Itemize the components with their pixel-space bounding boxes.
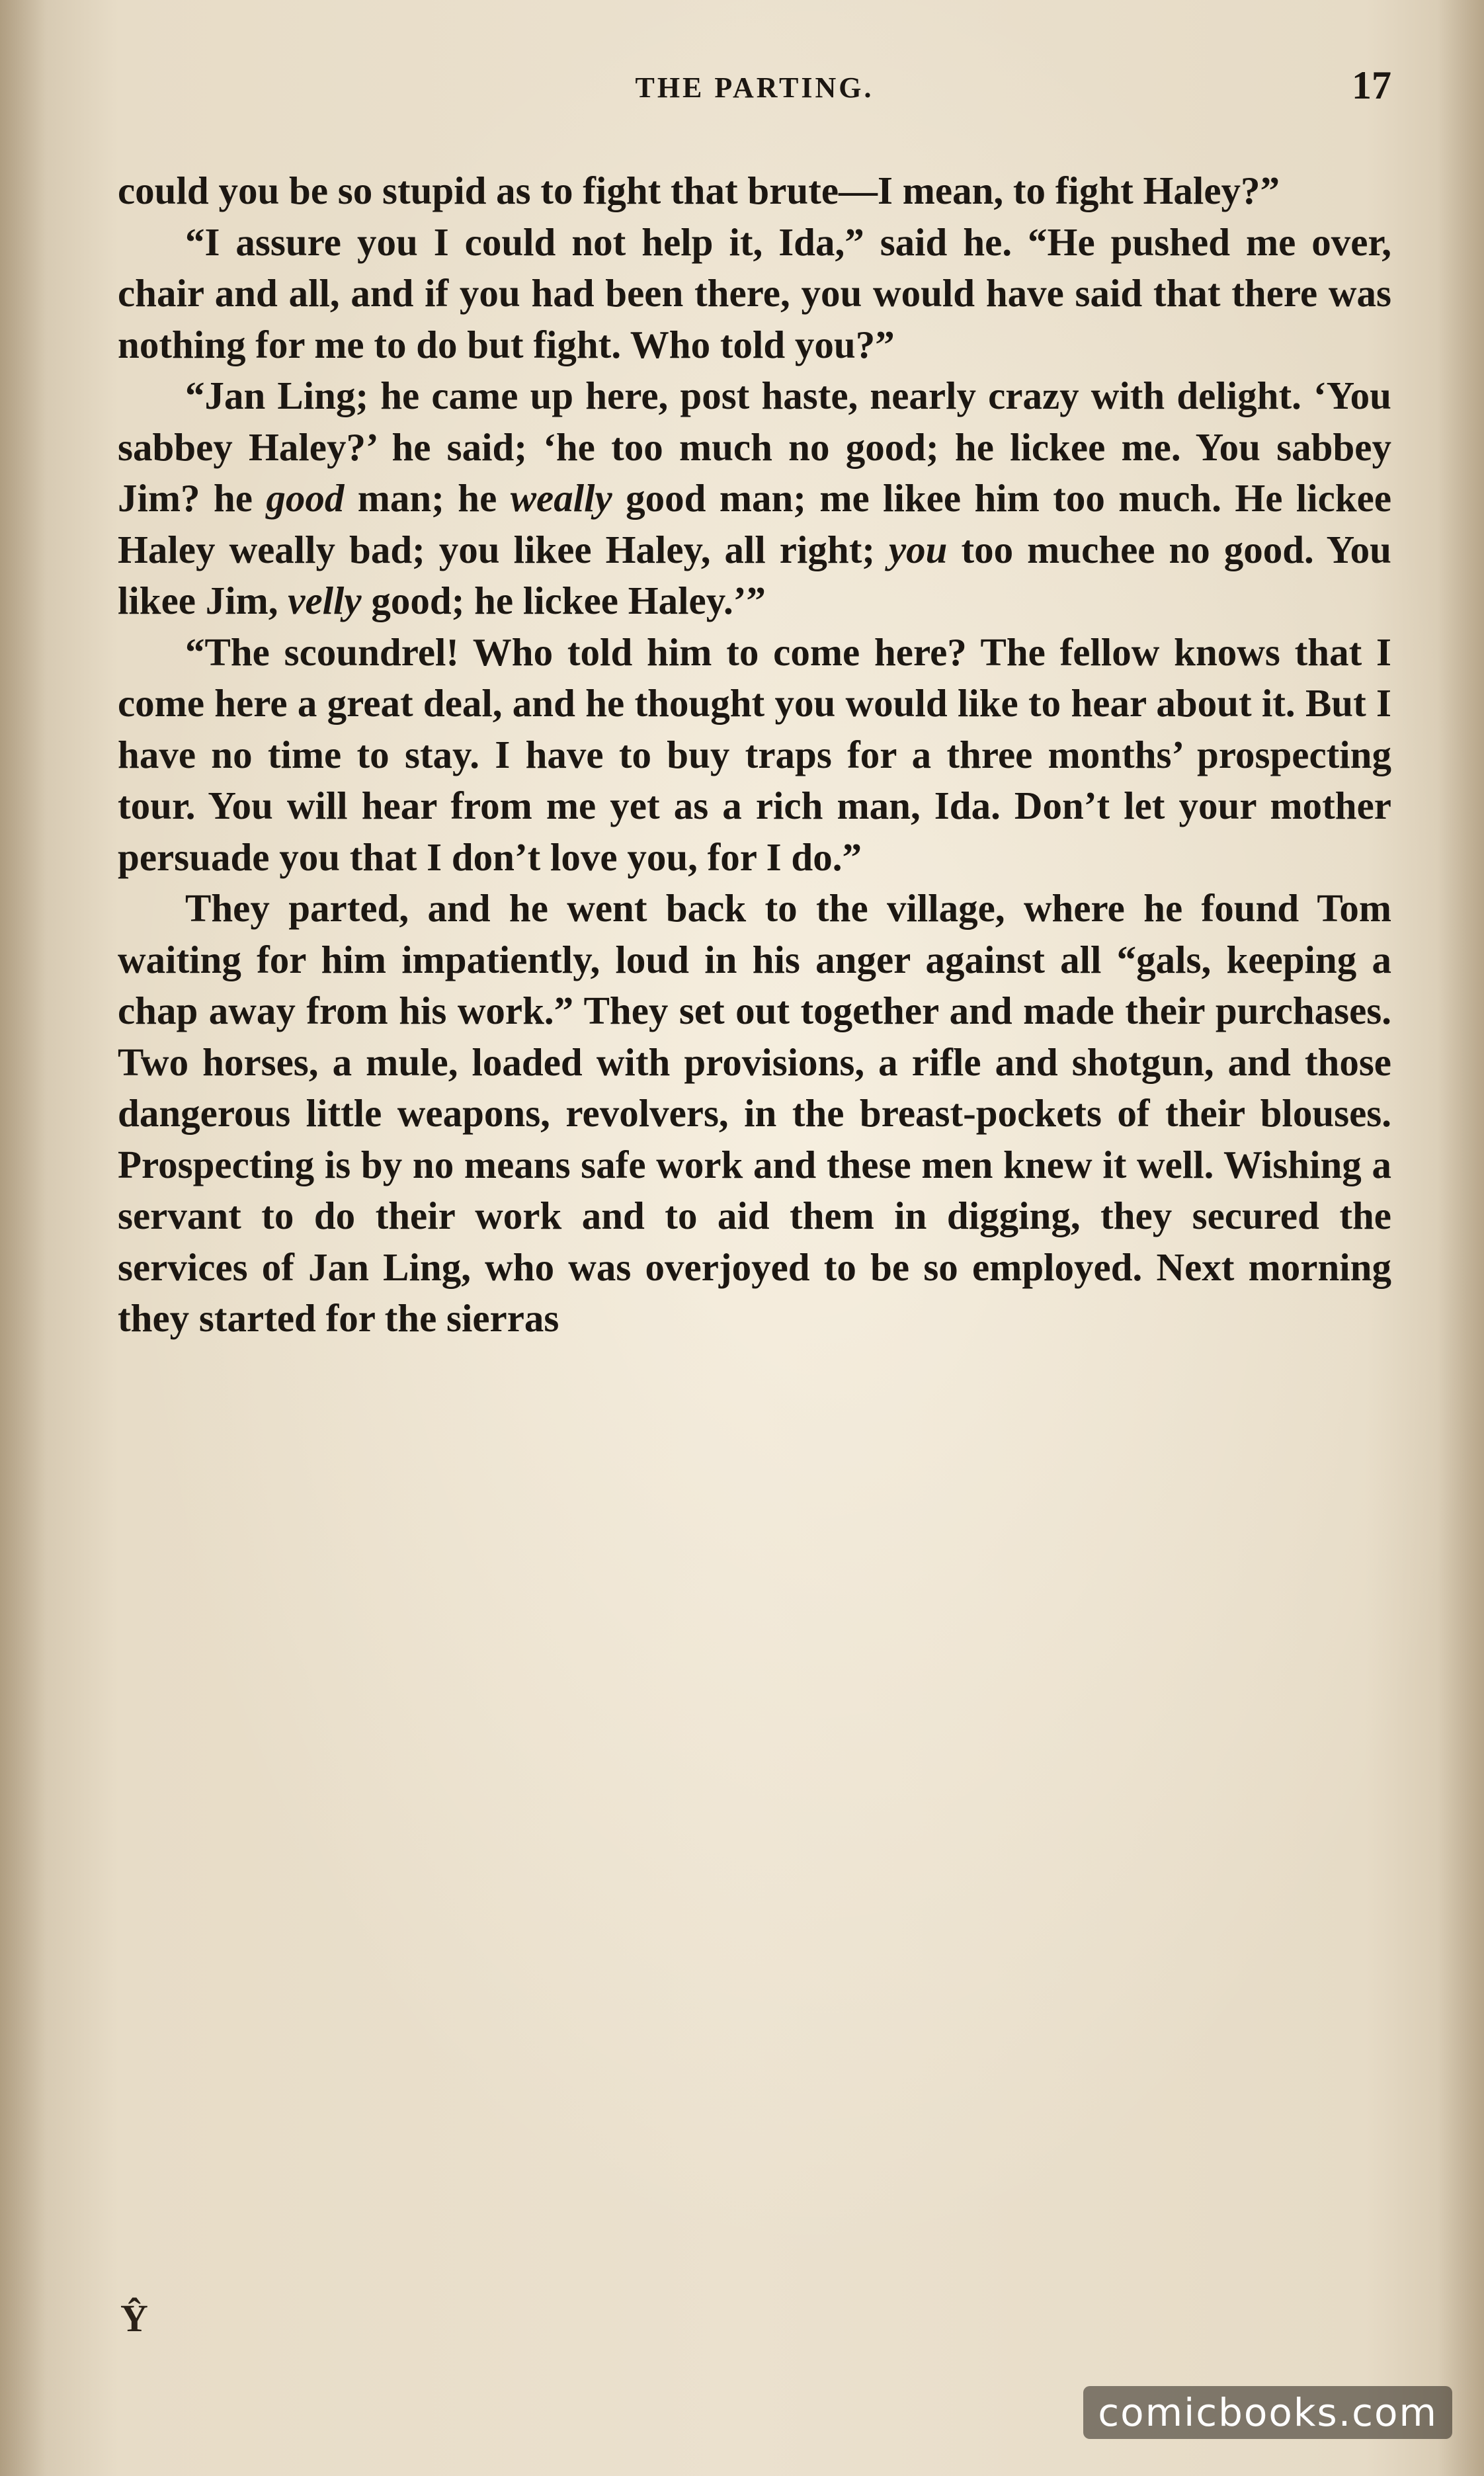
paragraph — [118, 627, 1391, 884]
paragraph — [118, 217, 1391, 371]
paragraph — [118, 883, 1391, 1344]
italic-text: you — [888, 527, 948, 571]
italic-text: velly — [288, 579, 362, 622]
text-run: good man; me likee him too much. He lickee Haley weally bad; you likee Haley, all right; — [118, 476, 1392, 571]
text-run: could you be so stupid as to fight that brute—I mean, to fight Haley?” — [118, 169, 1280, 212]
stray-print-mark: Ŷ — [120, 2297, 148, 2340]
paragraph — [118, 370, 1391, 627]
text-run: man; he — [344, 476, 511, 520]
text-run: “Jan Ling; he came up here, post haste, nearly crazy with delight. ‘You sabbey Haley?’ he said; ‘he too much no good; he lickee me. You sabbey Jim? he — [118, 374, 1391, 520]
text-run: too muchee no good. You likee Jim, — [118, 527, 1391, 622]
page-edge-shadow-right — [1438, 0, 1484, 2476]
page-number: 17 — [1352, 63, 1391, 107]
body-text — [118, 165, 1391, 1344]
paragraph — [118, 165, 1391, 217]
text-run: They parted, and he went back to the village, where he found Tom waiting for him impatiently, loud in his anger against all “gals, keeping a chap away from his work.” They set out together and made their purchases. Two horses, a mule, loaded with provisions, a rifle and shotgun, and those dangerous little weapons, revolvers, in the breast-pockets of their blouses. Prospecting is by no means safe work and these men knew it well. Wishing a servant to do their work and to aid them in digging, they secured the services of Jan Ling, who was overjoyed to be so employed. Next morning they started for the sierras — [118, 886, 1391, 1340]
watermark-logo: comicbooks.com — [1083, 2386, 1452, 2439]
text-run: “The scoundrel! Who told him to come here? The fellow knows that I come here a great deal, and he thought you would like to hear about it. But I have no time to stay. I have to buy traps for a three months’ prospecting tour. You will hear from me yet as a rich man, Ida. Don’t let your mother persuade you that I don’t love you, for I do.” — [118, 630, 1391, 879]
text-run: “I assure you I could not help it, Ida,” said he. “He pushed me over, chair and all, and if you had been there, you would have said that there was nothing for me to do but fight. Who told you?” — [118, 220, 1391, 366]
text-run: good; he lickee Haley.’” — [361, 579, 766, 622]
page-edge-shadow-left — [0, 0, 46, 2476]
italic-text: weally — [510, 476, 612, 520]
running-head — [118, 63, 1391, 116]
running-title: THE PARTING. — [635, 71, 874, 104]
italic-text: good — [266, 476, 345, 520]
